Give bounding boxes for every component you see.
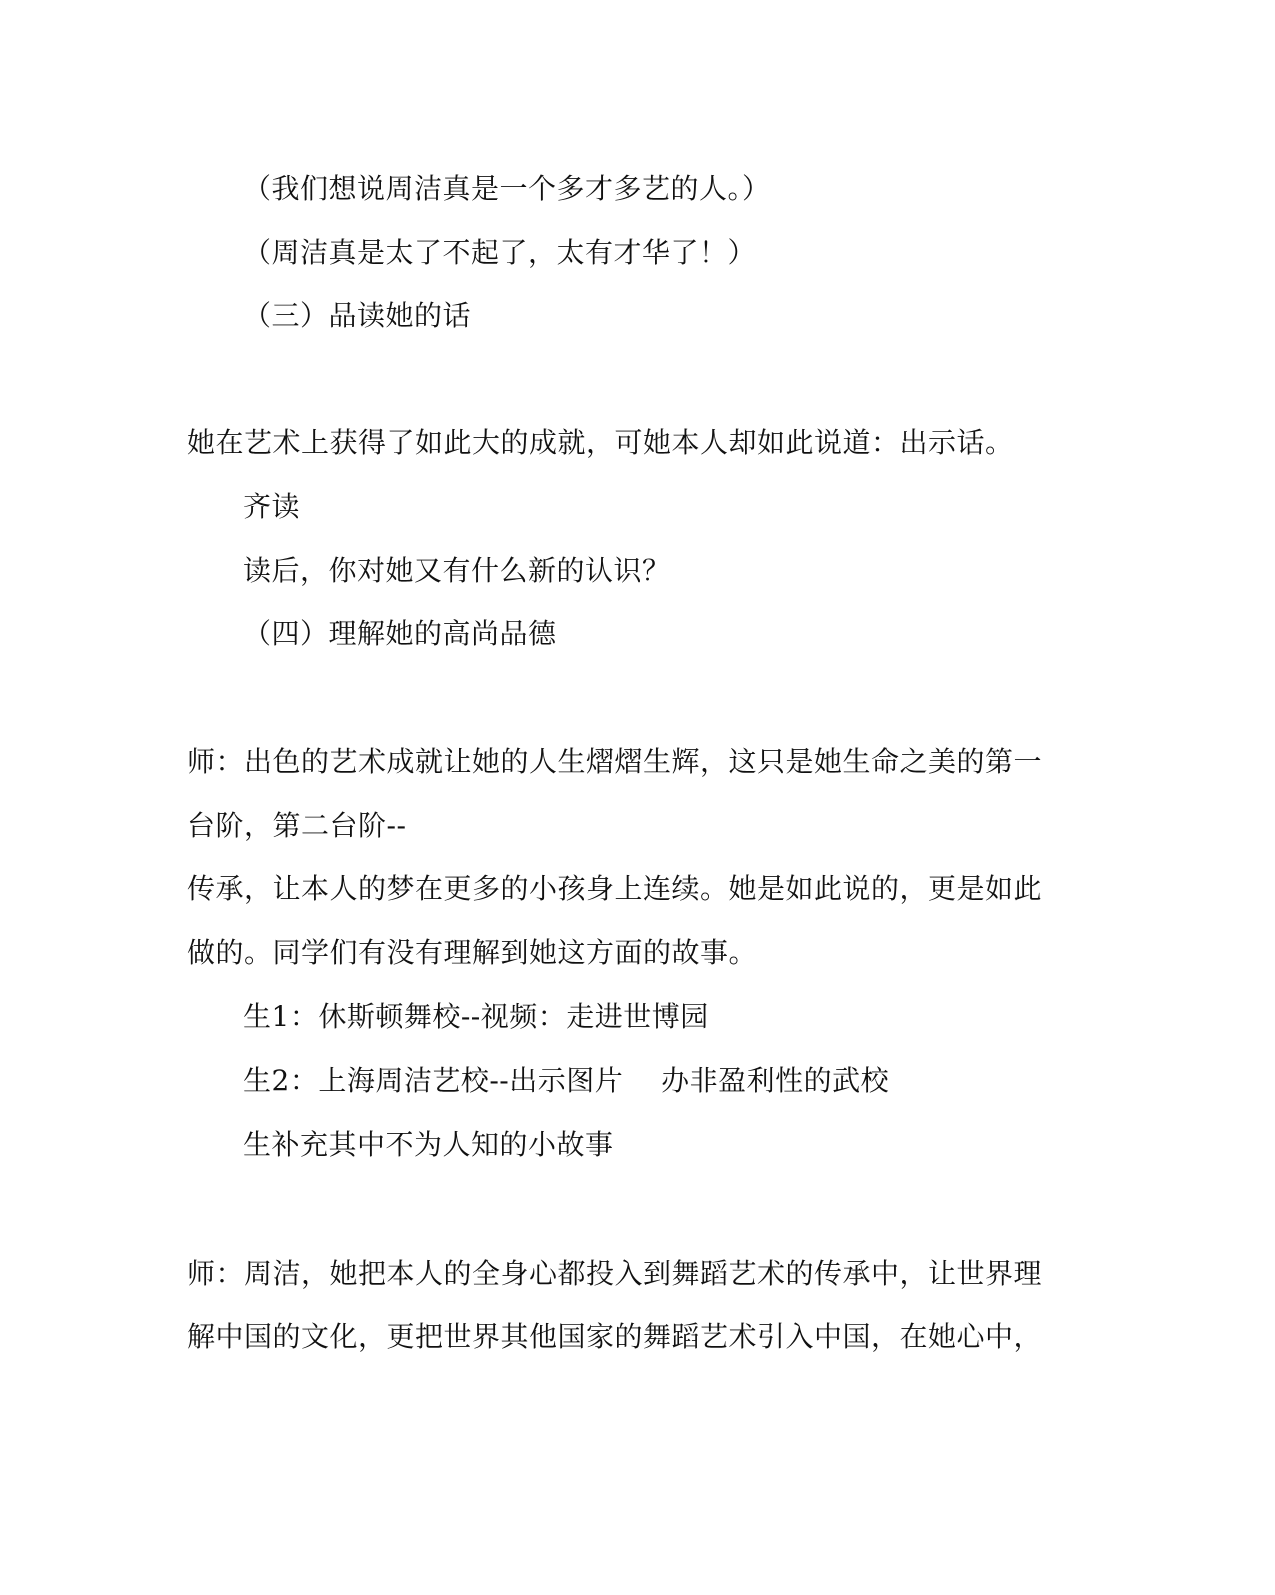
paragraph-line: 台阶，第二台阶-- <box>187 809 407 842</box>
paragraph-line: 她在艺术上获得了如此大的成就，可她本人却如此说道：出示话。 <box>187 426 1014 459</box>
paragraph-line: 生1：休斯顿舞校--视频：走进世博园 <box>243 1000 709 1033</box>
paragraph-line: 齐读 <box>243 490 301 523</box>
paragraph-line: 师：周洁，她把本人的全身心都投入到舞蹈艺术的传承中，让世界理 <box>187 1257 1043 1290</box>
paragraph-line: 师：出色的艺术成就让她的人生熠熠生辉，这只是她生命之美的第一 <box>187 745 1043 778</box>
paragraph-line: 做的。同学们有没有理解到她这方面的故事。 <box>187 936 758 969</box>
paragraph-line: （周洁真是太了不起了，太有才华了！） <box>243 236 757 269</box>
paragraph-line: 生2：上海周洁艺校--出示图片 办非盈利性的武校 <box>243 1064 890 1097</box>
paragraph-line: 读后，你对她又有什么新的认识？ <box>243 554 671 587</box>
paragraph-line: 生补充其中不为人知的小故事 <box>243 1128 614 1161</box>
paragraph-line: （我们想说周洁真是一个多才多艺的人。） <box>243 172 771 205</box>
section-heading: （四）理解她的高尚品德 <box>243 617 557 650</box>
paragraph-line: 解中国的文化，更把世界其他国家的舞蹈艺术引入中国，在她心中， <box>187 1320 1043 1353</box>
section-heading: （三）品读她的话 <box>243 299 472 332</box>
paragraph-line: 传承，让本人的梦在更多的小孩身上连续。她是如此说的，更是如此 <box>187 872 1043 905</box>
